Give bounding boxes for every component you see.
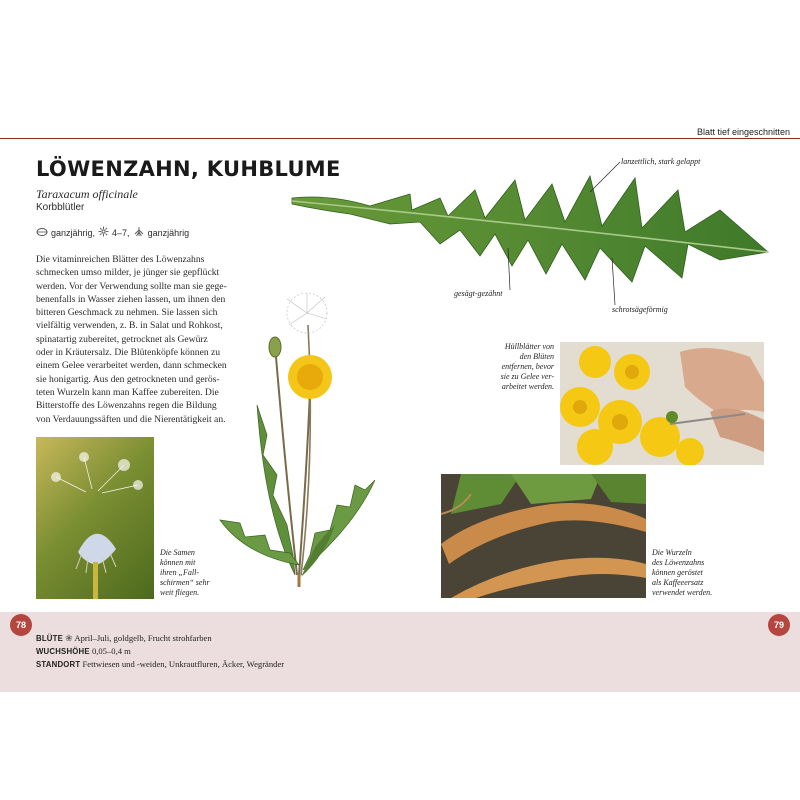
body-line: von Verdauungssäften und die Nierentätigkeit an. [36, 413, 226, 425]
body-line: Bitterstoffe des Löwenzahns regen die Bildung [36, 400, 217, 412]
body-line: teten Wurzeln kann man Kaffee zubereiten. Die [36, 386, 219, 398]
body-line: benenfalls in Wasser ziehen lassen, um ihnen den [36, 293, 226, 305]
caption-line: verwendet werden. [652, 588, 713, 597]
caption-line: ihren „Fall- [160, 568, 200, 577]
body-line: oder in Kräutersalz. Die Blütenköpfe können zu [36, 347, 221, 359]
plant-illustration [215, 285, 390, 590]
roots-photo [441, 474, 646, 598]
body-line: schmecken umso milder, je jünger sie gepflückt [36, 267, 220, 279]
leaf-season: ganzjährig, [51, 228, 96, 238]
root-icon [133, 226, 145, 240]
caption-line: weit fliegen. [160, 588, 200, 597]
footer-value: 0,05–0,4 m [91, 646, 131, 656]
body-line: bitteren Geschmack zu nehmen. Sie lassen sich [36, 307, 218, 319]
body-line: einem Gelee verarbeitet werden, dann schmecken [36, 360, 227, 372]
caption-line: sie zu Gelee ver- [500, 372, 554, 381]
flower-icon: ❀ [65, 633, 73, 643]
footer-value: Fettwiesen und -weiden, Unkrautfluren, Äcker, Wegränder [82, 659, 285, 669]
season-line [36, 226, 189, 240]
footer-row-height [36, 646, 131, 656]
page-title: LÖWENZAHN, KUHBLUME [36, 157, 341, 181]
body-line: vielfältig verwenden, z. B. in Salat und Rohkost, [36, 320, 223, 332]
flower-icon [98, 226, 109, 240]
footer-label: WUCHSHÖHE [36, 647, 90, 656]
caption-line: als Kaffeeersatz [652, 578, 704, 587]
flowers-caption [478, 342, 554, 392]
seeds-caption [160, 548, 210, 598]
page-number-right: 79 [768, 614, 790, 636]
annotation-right: schrotsägeförmig [612, 305, 668, 314]
seeds-photo [36, 437, 154, 599]
flowers-photo [560, 342, 764, 465]
root-season: ganzjährig [147, 228, 190, 238]
annotation-top: lanzettlich, stark gelappt [621, 157, 701, 166]
caption-line: entfernen, bevor [501, 362, 554, 371]
caption-line: Hüllblätter von [504, 342, 554, 351]
caption-line: des Löwenzahns [652, 558, 705, 567]
caption-line: können geröstet [652, 568, 703, 577]
caption-line: den Blüten [519, 352, 554, 361]
caption-line: können mit [160, 558, 196, 567]
footer-row-location [36, 659, 284, 669]
roots-caption [652, 548, 712, 598]
footer-label: BLÜTE [36, 634, 63, 643]
caption-line: Die Wurzeln [652, 548, 692, 557]
leaf-icon [36, 227, 48, 240]
caption-line: Die Samen [160, 548, 195, 557]
flower-season: 4–7, [112, 228, 130, 238]
header-rule [0, 138, 800, 139]
latin-name: Taraxacum officinale [36, 187, 138, 201]
footer-row-bloom [36, 633, 212, 644]
running-title: Blatt tief eingeschnitten [696, 127, 790, 137]
annotation-lines [500, 150, 800, 320]
body-line: werden. Vor der Verwendung sollte man sie gege- [36, 280, 227, 292]
body-line: spinatartig zubereitet, getrocknet als Gewürz [36, 333, 208, 345]
caption-line: schirmen“ sehr [160, 578, 210, 587]
body-line: Die vitaminreichen Blätter des Löwenzahns [36, 254, 205, 265]
page-number-left: 78 [10, 614, 32, 636]
footer-value: April–Juli, goldgelb, Frucht strohfarben [74, 633, 212, 643]
body-line: sie honigartig. Aus den getrockneten und gerös- [36, 373, 220, 385]
caption-line: arbeitet werden. [501, 382, 554, 391]
annotation-left: gesägt-gezähnt [454, 289, 503, 298]
plant-family: Korbblütler [36, 202, 85, 213]
footer-label: STANDORT [36, 660, 81, 669]
